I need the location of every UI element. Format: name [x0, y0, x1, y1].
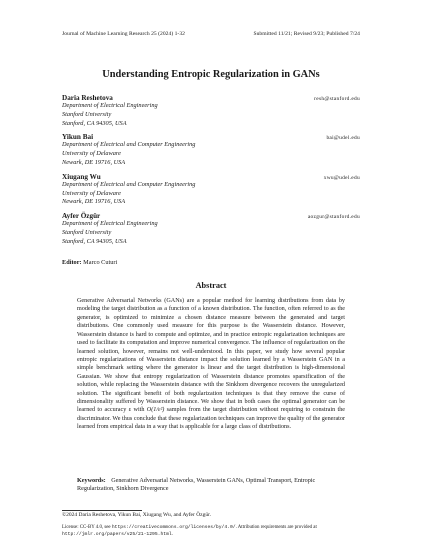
author-email[interactable]: aozgur@stanford.edu: [307, 214, 360, 221]
author-name: Ayfer Özgür: [62, 212, 101, 221]
license-suffix: .: [171, 532, 173, 538]
author-department: Department of Electrical Engineering: [62, 220, 158, 228]
keywords-section: [77, 477, 345, 494]
author-name: Yikun Bai: [62, 133, 94, 142]
attribution-link[interactable]: http://jmlr.org/papers/v25/21-1295.html: [62, 532, 172, 538]
author-institution: University of Delaware: [62, 189, 121, 197]
author-institution: University of Delaware: [62, 150, 121, 158]
abstract-math: O(1/ε²): [146, 407, 165, 414]
abstract-text-part-1: Generative Adversarial Networks (GANs) are a popular method for learning distributions from data by modeling the target distribution as a function of a known distribution. The function, often referred to as the generator, is optimized to minimize a chosen distance measure between the generated and target distributions. One commonly used measure for this purpose is the Wasserstein distance. However, Wasserstein distance is hard to compute and optimize, and in practice entropic regularization techniques are used to facilitate its computation and improve numerical convergence. The influence of regularization on the learned solution, however, remains not well-understood. In this paper, we study how several popular entropic regularizations of Wasserstein distance impact the solution learned by a Wasserstein GAN in a simple benchmark setting where the generator is linear and the target distribution is high-dimensional Gaussian. We show that entropy regularization of Wasserstein distance promotes sparsification of the solution, while replacing the Wasserstein distance with the Sinkhorn divergence recovers the unregularized solution. The significant benefit of both regularization techniques is that they remove the curse of dimensionality suffered by Wasserstein distance. We show that in both cases the optimal generator can be learned to accuracy ε with: [77, 298, 345, 414]
author-department: Department of Electrical and Computer Engineering: [62, 141, 196, 149]
author-name: Xiugang Wu: [62, 172, 101, 181]
author-block: [62, 94, 360, 128]
author-institution: Stanford University: [62, 228, 112, 236]
editor-label: Editor:: [62, 259, 82, 266]
author-email[interactable]: bai@udel.edu: [326, 135, 360, 142]
author-location: Newark, DE 19716, USA: [62, 198, 126, 206]
editor-name: Marco Cuturi: [83, 259, 118, 266]
footer-divider: [62, 510, 142, 511]
author-list: [62, 94, 360, 252]
author-email[interactable]: resh@stanford.edu: [314, 96, 360, 102]
license-link[interactable]: https://creativecommons.org/licenses/by/4.0/: [111, 525, 236, 530]
copyright-line: ©2024 Daria Reshetova, Yikun Bai, Xiugang Wu, and Ayfer Özgür.: [62, 512, 212, 518]
keywords-label: Keywords:: [77, 478, 106, 484]
license-middle: . Attribution requirements are provided at: [235, 525, 317, 530]
author-department: Department of Electrical Engineering: [62, 102, 158, 109]
author-block: [62, 173, 360, 207]
author-location: Newark, DE 19716, USA: [62, 158, 126, 166]
author-name: Daria Reshetova: [62, 94, 113, 102]
submission-dates: Submitted 11/21; Revised 9/23; Published 7/24: [253, 31, 360, 37]
license-text: [62, 524, 360, 538]
abstract-text: [77, 297, 345, 432]
author-department: Department of Electrical and Computer Engineering: [62, 180, 196, 188]
author-email[interactable]: xwu@udel.edu: [323, 174, 360, 181]
author-block: [62, 212, 360, 246]
license-prefix: License: CC-BY 4.0, see: [62, 525, 112, 530]
editor-line: [62, 259, 360, 266]
abstract-text-part-2: samples from the target distribution without requiring to constrain the discriminator. We thus conclude that these regularization techniques can improve the quality of the generator learned from empirical data in a way that is applicable for a large class of distributions.: [77, 407, 345, 431]
author-block: [62, 133, 360, 167]
keywords-text: Generative Adversarial Networks, Wasserstein GANs, Optimal Transport, Entropic Regularization, Sinkhorn Divergence: [77, 478, 316, 493]
paper-title: Understanding Entropic Regularization in GANs: [102, 69, 320, 80]
author-location: Stanford, CA 94305, USA: [62, 119, 127, 127]
journal-citation: Journal of Machine Learning Research 25 (2024) 1-32: [62, 31, 185, 37]
journal-header: [62, 31, 360, 37]
author-location: Stanford, CA 94305, USA: [62, 237, 127, 245]
abstract-heading: Abstract: [195, 281, 227, 290]
author-institution: Stanford University: [62, 110, 112, 118]
